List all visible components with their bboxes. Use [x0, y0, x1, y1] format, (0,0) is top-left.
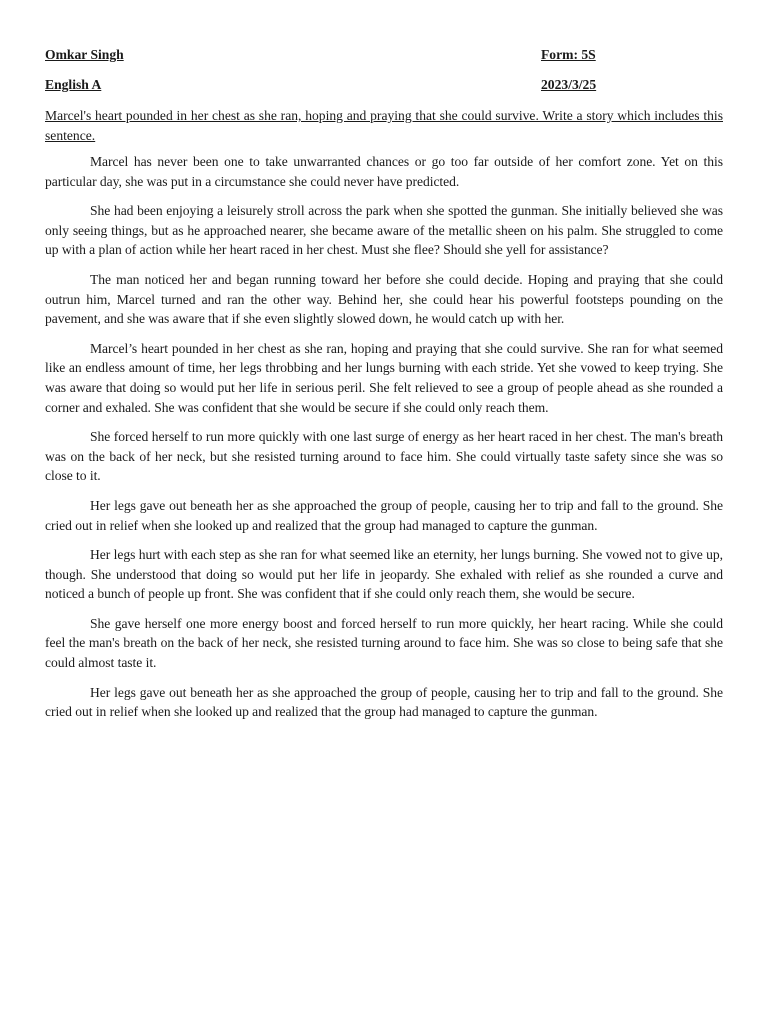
date-label: 2023/3/25: [541, 77, 597, 92]
paragraph-2: She had been enjoying a leisurely stroll across the park when she spotted the gunman. She initially believed she was only seeing things, but as he approached nearer, she became aware of the metallic sheen on his palm. She struggled to come up with a plan of action while her heart raced in her chest. Must she flee? Should she yell for assistance?: [45, 203, 723, 258]
paragraph-4: Marcel’s heart pounded in her chest as she ran, hoping and praying that she could survive. She ran for what seemed like an endless amount of time, her legs throbbing and her lungs burning with each stride. Yet she vowed to keep trying. She was aware that doing so would put her life in serious peril. She felt relieved to see a group of people ahead as she rounded a corner and exhaled. She was confident that she would be secure if she could only reach them.: [45, 340, 723, 415]
student-name: Omkar Singh: [45, 47, 124, 62]
document-page: [45, 46, 723, 732]
paragraph-7: Her legs hurt with each step as she ran for what seemed like an eternity, her lungs burning. She vowed not to give up, though. She understood that doing so would put her life in jeopardy. She exhaled with relief as she rounded a curve and noticed a bunch of people up front. She was confident that if she could only reach them, she would be secure.: [45, 547, 723, 602]
paragraph-8: She gave herself one more energy boost and forced herself to run more quickly, her heart racing. While she could feel the man's breath on the back of her neck, she resisted turning around to face him. She was so close to being safe that she could almost taste it.: [45, 615, 723, 671]
paragraph-6: Her legs gave out beneath her as she approached the group of people, causing her to trip and fall to the ground. She cried out in relief when she looked up and realized that the group had managed to capture the gunman.: [45, 497, 723, 533]
form-label: Form: 5S: [541, 47, 596, 62]
paragraph-9: Her legs gave out beneath her as she approached the group of people, causing her to trip and fall to the ground. She cried out in relief when she looked up and realized that the group had managed to capture the gunman.: [45, 684, 723, 720]
header-row-2: [45, 76, 723, 94]
subject-label: English A: [45, 77, 102, 92]
paragraph-1: Marcel has never been one to take unwarranted chances or go too far outside of her comfort zone. Yet on this particular day, she was put in a circumstance she could never have predicted.: [45, 154, 723, 189]
paragraph-5: She forced herself to run more quickly with one last surge of energy as her heart raced in her chest. The man's breath was on the back of her neck, but she resisted turning around to face him. She could virtually taste safety since she was so close to it.: [45, 429, 723, 484]
header-row-1: [45, 46, 723, 64]
paragraph-3: The man noticed her and began running toward her before she could decide. Hoping and praying that she could outrun him, Marcel turned and ran the other way. Behind her, she could hear his powerful footsteps pounding on the pavement, and she was aware that if she even slightly slowed down, he would catch up with her.: [45, 271, 723, 327]
essay-prompt: Marcel's heart pounded in her chest as she ran, hoping and praying that she could survive. Write a story which includes this sentence.: [45, 108, 723, 143]
